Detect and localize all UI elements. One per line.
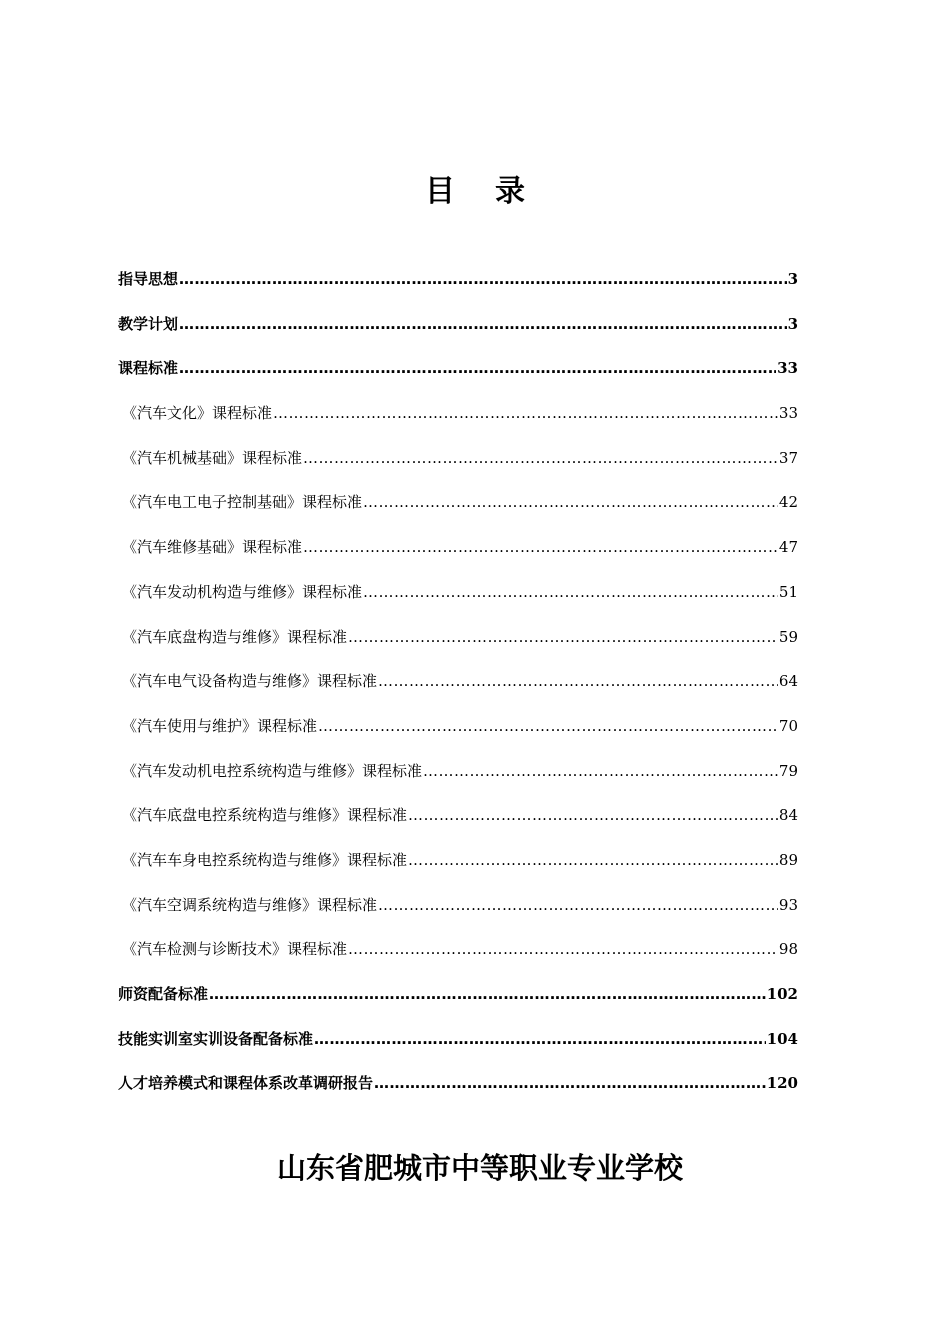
toc-entry[interactable] xyxy=(118,402,798,447)
toc-entry-page-number: 64 xyxy=(778,672,798,691)
toc-entry-label: 《汽车底盘构造与维修》课程标准 xyxy=(122,627,348,646)
toc-entry-label: 《汽车电气设备构造与维修》课程标准 xyxy=(122,672,378,691)
toc-entry-label: 指导思想 xyxy=(118,270,179,288)
toc-entry[interactable] xyxy=(118,357,798,402)
toc-entry[interactable] xyxy=(118,313,798,358)
toc-entry[interactable] xyxy=(118,670,798,715)
toc-entry-label: 《汽车空调系统构造与维修》课程标准 xyxy=(122,895,378,914)
toc-entry-label: 《汽车发动机电控系统构造与维修》课程标准 xyxy=(122,761,423,780)
toc-entry[interactable] xyxy=(118,268,798,313)
toc-entry[interactable] xyxy=(118,536,798,581)
toc-leader-dots xyxy=(314,1030,766,1048)
toc-entry-label: 《汽车底盘电控系统构造与维修》课程标准 xyxy=(122,806,408,825)
toc-entry[interactable] xyxy=(118,715,798,760)
toc-title: 目录 xyxy=(425,174,565,209)
toc-leader-dots xyxy=(303,449,778,467)
toc-entry[interactable] xyxy=(118,1028,798,1073)
toc-entry-label: 《汽车电工电子控制基础》课程标准 xyxy=(122,493,363,512)
toc-leader-dots xyxy=(378,672,778,690)
toc-leader-dots xyxy=(318,717,778,735)
table-of-contents xyxy=(118,268,798,1117)
toc-entry-page-number: 3 xyxy=(787,314,798,333)
toc-entry[interactable] xyxy=(118,804,798,849)
toc-entry-label: 人才培养模式和课程体系改革调研报告 xyxy=(118,1074,374,1093)
toc-entry-page-number: 33 xyxy=(778,404,798,423)
toc-entry-page-number: 59 xyxy=(778,627,798,646)
toc-entry-page-number: 93 xyxy=(778,895,798,914)
toc-leader-dots xyxy=(348,628,778,646)
toc-entry[interactable] xyxy=(118,938,798,983)
toc-leader-dots xyxy=(374,1074,766,1092)
toc-entry-label: 课程标准 xyxy=(118,359,179,378)
toc-entry-page-number: 98 xyxy=(778,940,798,959)
toc-entry-page-number: 33 xyxy=(777,359,798,378)
school-name: 山东省肥城市中等职业专业学校 xyxy=(276,1151,683,1185)
toc-leader-dots xyxy=(423,762,778,780)
toc-entry[interactable] xyxy=(118,1072,798,1117)
toc-entry-page-number: 102 xyxy=(766,985,798,1003)
toc-entry-page-number: 42 xyxy=(778,493,798,512)
toc-entry-label: 《汽车维修基础》课程标准 xyxy=(122,538,303,557)
toc-entry[interactable] xyxy=(118,760,798,805)
toc-entry[interactable] xyxy=(118,447,798,492)
toc-entry-page-number: 70 xyxy=(778,716,798,735)
toc-entry[interactable] xyxy=(118,581,798,626)
toc-entry-label: 《汽车机械基础》课程标准 xyxy=(122,448,303,467)
toc-entry[interactable] xyxy=(118,894,798,939)
toc-leader-dots xyxy=(408,806,778,824)
toc-leader-dots xyxy=(209,985,766,1003)
toc-entry-page-number: 120 xyxy=(766,1074,798,1093)
toc-entry-label: 《汽车发动机构造与维修》课程标准 xyxy=(122,582,363,601)
toc-leader-dots xyxy=(348,940,778,958)
toc-leader-dots xyxy=(179,270,787,288)
toc-leader-dots xyxy=(179,315,787,333)
toc-entry-label: 技能实训室实训设备配备标准 xyxy=(118,1029,314,1048)
toc-entry-page-number: 51 xyxy=(778,582,798,601)
toc-entry-page-number: 104 xyxy=(766,1029,798,1048)
toc-entry-page-number: 37 xyxy=(778,448,798,467)
toc-entry-page-number: 3 xyxy=(787,270,798,288)
toc-entry-page-number: 84 xyxy=(778,806,798,825)
toc-leader-dots xyxy=(303,538,778,556)
toc-entry[interactable] xyxy=(118,626,798,671)
toc-entry-label: 《汽车车身电控系统构造与维修》课程标准 xyxy=(122,850,408,869)
toc-entry[interactable] xyxy=(118,491,798,536)
toc-leader-dots xyxy=(408,851,778,869)
toc-entry[interactable] xyxy=(118,983,798,1028)
toc-leader-dots xyxy=(179,359,776,377)
toc-entry-label: 《汽车检测与诊断技术》课程标准 xyxy=(122,940,348,959)
toc-entry-label: 《汽车使用与维护》课程标准 xyxy=(122,716,318,735)
toc-leader-dots xyxy=(363,583,778,601)
toc-entry[interactable] xyxy=(118,849,798,894)
toc-entry-label: 教学计划 xyxy=(118,314,179,333)
toc-entry-label: 《汽车文化》课程标准 xyxy=(122,404,273,423)
toc-entry-label: 师资配备标准 xyxy=(118,985,209,1003)
toc-entry-page-number: 79 xyxy=(778,761,798,780)
toc-entry-page-number: 89 xyxy=(778,850,798,869)
toc-leader-dots xyxy=(363,493,778,511)
toc-leader-dots xyxy=(378,896,778,914)
toc-leader-dots xyxy=(273,404,778,422)
toc-entry-page-number: 47 xyxy=(778,538,798,557)
